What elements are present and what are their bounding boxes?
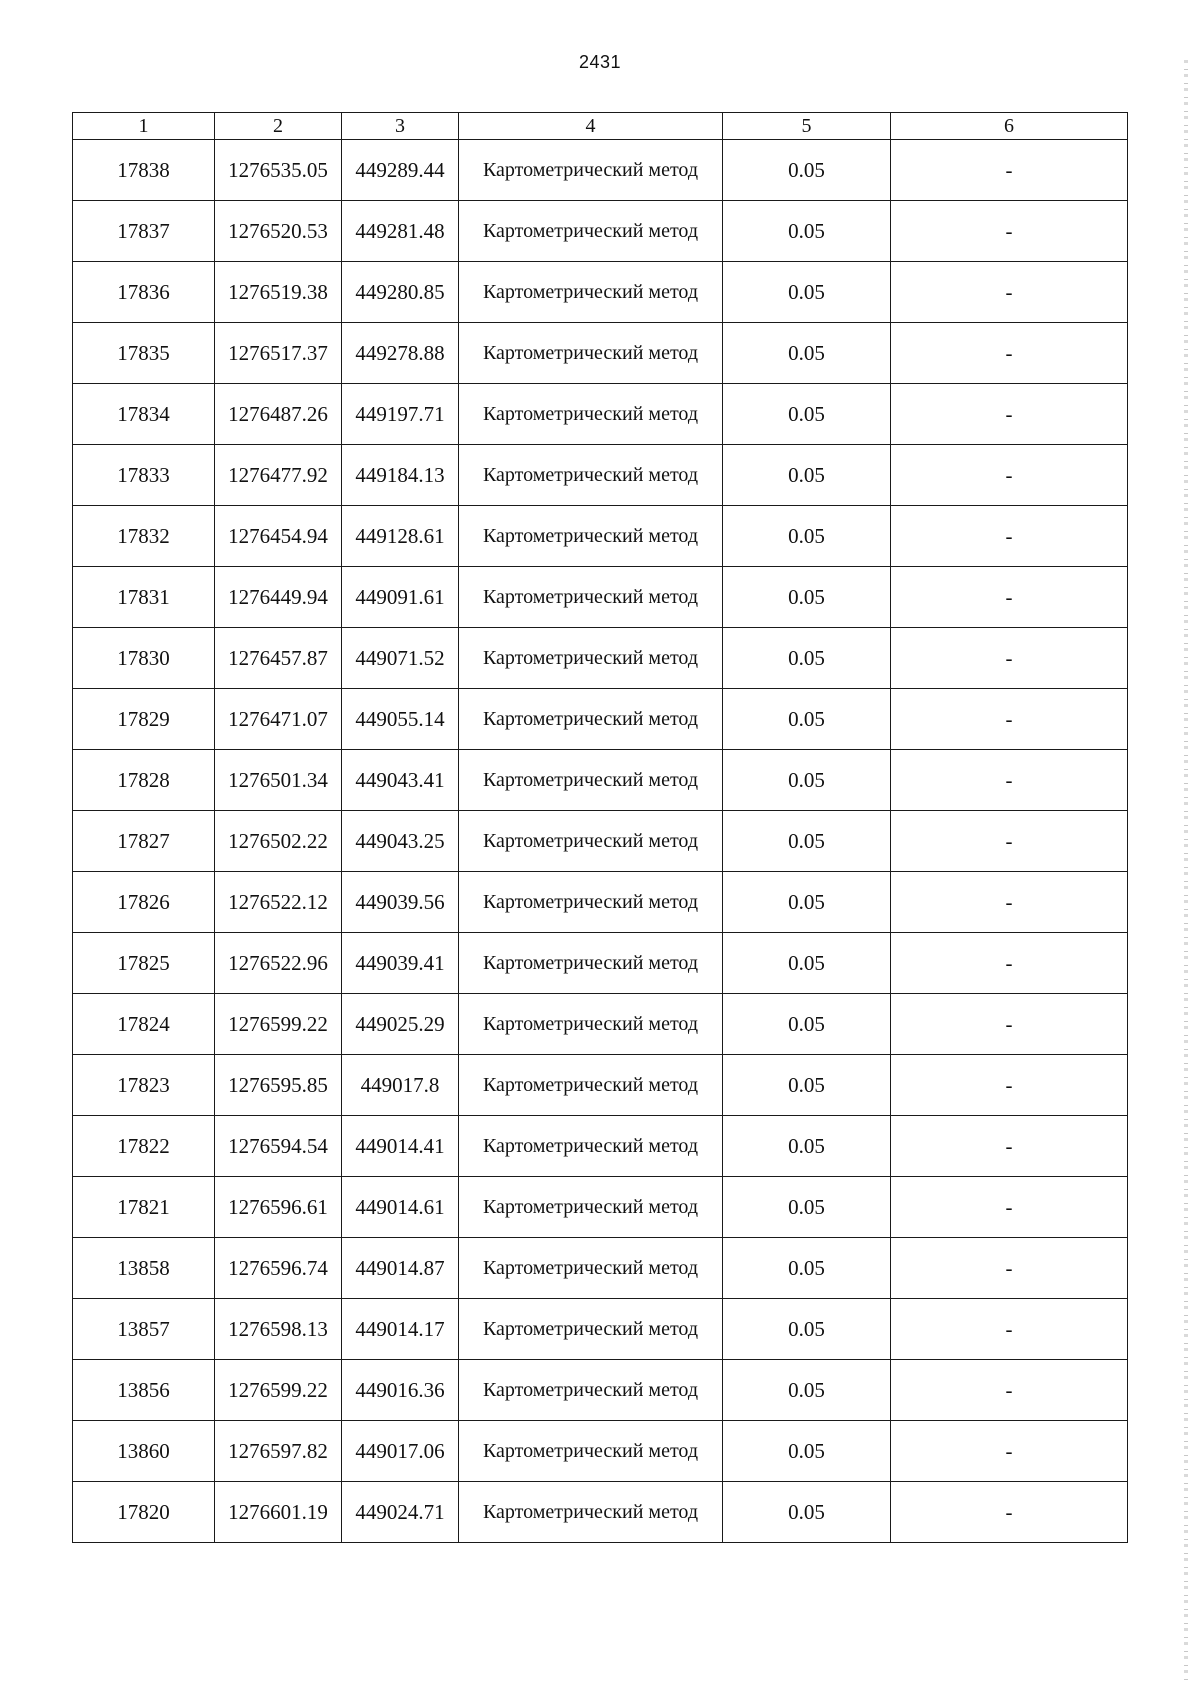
y-coordinate-cell: 449014.17 [342, 1299, 459, 1360]
point-number-cell: 17820 [73, 1482, 215, 1543]
x-coordinate-cell: 1276522.96 [215, 933, 342, 994]
y-coordinate-cell: 449043.41 [342, 750, 459, 811]
method-cell: Картометрический метод [459, 262, 723, 323]
description-cell: - [891, 1116, 1128, 1177]
column-header-2: 2 [215, 113, 342, 140]
method-cell: Картометрический метод [459, 689, 723, 750]
point-number-cell: 17830 [73, 628, 215, 689]
table-row [73, 262, 1128, 323]
accuracy-cell: 0.05 [723, 1055, 891, 1116]
accuracy-cell: 0.05 [723, 1421, 891, 1482]
accuracy-cell: 0.05 [723, 262, 891, 323]
point-number-cell: 17835 [73, 323, 215, 384]
point-number-cell: 13857 [73, 1299, 215, 1360]
table-row [73, 1116, 1128, 1177]
description-cell: - [891, 1238, 1128, 1299]
accuracy-cell: 0.05 [723, 1238, 891, 1299]
point-number-cell: 17838 [73, 140, 215, 201]
method-cell: Картометрический метод [459, 1482, 723, 1543]
method-cell: Картометрический метод [459, 323, 723, 384]
point-number-cell: 13856 [73, 1360, 215, 1421]
point-number-cell: 17821 [73, 1177, 215, 1238]
table-row [73, 689, 1128, 750]
accuracy-cell: 0.05 [723, 201, 891, 262]
accuracy-cell: 0.05 [723, 1177, 891, 1238]
x-coordinate-cell: 1276594.54 [215, 1116, 342, 1177]
method-cell: Картометрический метод [459, 201, 723, 262]
point-number-cell: 17827 [73, 811, 215, 872]
y-coordinate-cell: 449024.71 [342, 1482, 459, 1543]
description-cell: - [891, 628, 1128, 689]
y-coordinate-cell: 449091.61 [342, 567, 459, 628]
x-coordinate-cell: 1276457.87 [215, 628, 342, 689]
table-header [73, 113, 1128, 140]
accuracy-cell: 0.05 [723, 933, 891, 994]
table-row [73, 445, 1128, 506]
table-row [73, 933, 1128, 994]
table-row [73, 323, 1128, 384]
x-coordinate-cell: 1276522.12 [215, 872, 342, 933]
point-number-cell: 13860 [73, 1421, 215, 1482]
x-coordinate-cell: 1276477.92 [215, 445, 342, 506]
y-coordinate-cell: 449014.41 [342, 1116, 459, 1177]
x-coordinate-cell: 1276487.26 [215, 384, 342, 445]
table-row [73, 811, 1128, 872]
point-number-cell: 17823 [73, 1055, 215, 1116]
point-number-cell: 17832 [73, 506, 215, 567]
x-coordinate-cell: 1276596.74 [215, 1238, 342, 1299]
table-row [73, 750, 1128, 811]
y-coordinate-cell: 449025.29 [342, 994, 459, 1055]
x-coordinate-cell: 1276471.07 [215, 689, 342, 750]
x-coordinate-cell: 1276519.38 [215, 262, 342, 323]
description-cell: - [891, 201, 1128, 262]
accuracy-cell: 0.05 [723, 689, 891, 750]
method-cell: Картометрический метод [459, 933, 723, 994]
description-cell: - [891, 994, 1128, 1055]
table-row [73, 384, 1128, 445]
column-header-6: 6 [891, 113, 1128, 140]
description-cell: - [891, 323, 1128, 384]
method-cell: Картометрический метод [459, 1177, 723, 1238]
y-coordinate-cell: 449043.25 [342, 811, 459, 872]
scan-edge-artifact [1184, 60, 1188, 1680]
method-cell: Картометрический метод [459, 750, 723, 811]
y-coordinate-cell: 449071.52 [342, 628, 459, 689]
description-cell: - [891, 1421, 1128, 1482]
method-cell: Картометрический метод [459, 506, 723, 567]
column-header-5: 5 [723, 113, 891, 140]
table-row [73, 140, 1128, 201]
method-cell: Картометрический метод [459, 1360, 723, 1421]
description-cell: - [891, 1482, 1128, 1543]
x-coordinate-cell: 1276599.22 [215, 994, 342, 1055]
y-coordinate-cell: 449184.13 [342, 445, 459, 506]
page-number: 2431 [578, 52, 622, 72]
x-coordinate-cell: 1276517.37 [215, 323, 342, 384]
accuracy-cell: 0.05 [723, 872, 891, 933]
method-cell: Картометрический метод [459, 1238, 723, 1299]
point-number-cell: 17825 [73, 933, 215, 994]
description-cell: - [891, 1360, 1128, 1421]
y-coordinate-cell: 449278.88 [342, 323, 459, 384]
table-row [73, 201, 1128, 262]
point-number-cell: 17836 [73, 262, 215, 323]
point-number-cell: 17834 [73, 384, 215, 445]
accuracy-cell: 0.05 [723, 506, 891, 567]
accuracy-cell: 0.05 [723, 811, 891, 872]
method-cell: Картометрический метод [459, 1116, 723, 1177]
y-coordinate-cell: 449280.85 [342, 262, 459, 323]
accuracy-cell: 0.05 [723, 994, 891, 1055]
description-cell: - [891, 140, 1128, 201]
y-coordinate-cell: 449014.87 [342, 1238, 459, 1299]
accuracy-cell: 0.05 [723, 567, 891, 628]
description-cell: - [891, 567, 1128, 628]
accuracy-cell: 0.05 [723, 384, 891, 445]
description-cell: - [891, 506, 1128, 567]
description-cell: - [891, 689, 1128, 750]
method-cell: Картометрический метод [459, 567, 723, 628]
x-coordinate-cell: 1276596.61 [215, 1177, 342, 1238]
x-coordinate-cell: 1276535.05 [215, 140, 342, 201]
method-cell: Картометрический метод [459, 1299, 723, 1360]
accuracy-cell: 0.05 [723, 1299, 891, 1360]
table-row [73, 1421, 1128, 1482]
point-number-cell: 17837 [73, 201, 215, 262]
table-row [73, 628, 1128, 689]
x-coordinate-cell: 1276501.34 [215, 750, 342, 811]
y-coordinate-cell: 449014.61 [342, 1177, 459, 1238]
description-cell: - [891, 1055, 1128, 1116]
y-coordinate-cell: 449016.36 [342, 1360, 459, 1421]
x-coordinate-cell: 1276599.22 [215, 1360, 342, 1421]
accuracy-cell: 0.05 [723, 1116, 891, 1177]
y-coordinate-cell: 449128.61 [342, 506, 459, 567]
table-row [73, 1360, 1128, 1421]
description-cell: - [891, 262, 1128, 323]
method-cell: Картометрический метод [459, 872, 723, 933]
point-number-cell: 17833 [73, 445, 215, 506]
description-cell: - [891, 1177, 1128, 1238]
description-cell: - [891, 384, 1128, 445]
description-cell: - [891, 933, 1128, 994]
table-row [73, 1177, 1128, 1238]
x-coordinate-cell: 1276601.19 [215, 1482, 342, 1543]
y-coordinate-cell: 449039.56 [342, 872, 459, 933]
column-header-3: 3 [342, 113, 459, 140]
accuracy-cell: 0.05 [723, 1482, 891, 1543]
method-cell: Картометрический метод [459, 994, 723, 1055]
method-cell: Картометрический метод [459, 445, 723, 506]
x-coordinate-cell: 1276502.22 [215, 811, 342, 872]
table-row [73, 1482, 1128, 1543]
point-number-cell: 17824 [73, 994, 215, 1055]
x-coordinate-cell: 1276597.82 [215, 1421, 342, 1482]
accuracy-cell: 0.05 [723, 1360, 891, 1421]
coordinates-table [72, 112, 1128, 1543]
accuracy-cell: 0.05 [723, 140, 891, 201]
x-coordinate-cell: 1276520.53 [215, 201, 342, 262]
accuracy-cell: 0.05 [723, 750, 891, 811]
table-row [73, 1055, 1128, 1116]
table-row [73, 567, 1128, 628]
table-body [73, 140, 1128, 1543]
method-cell: Картометрический метод [459, 140, 723, 201]
description-cell: - [891, 445, 1128, 506]
table-row [73, 994, 1128, 1055]
accuracy-cell: 0.05 [723, 628, 891, 689]
point-number-cell: 17828 [73, 750, 215, 811]
x-coordinate-cell: 1276595.85 [215, 1055, 342, 1116]
accuracy-cell: 0.05 [723, 323, 891, 384]
point-number-cell: 17831 [73, 567, 215, 628]
point-number-cell: 17826 [73, 872, 215, 933]
y-coordinate-cell: 449281.48 [342, 201, 459, 262]
x-coordinate-cell: 1276449.94 [215, 567, 342, 628]
table-row [73, 1299, 1128, 1360]
description-cell: - [891, 811, 1128, 872]
y-coordinate-cell: 449055.14 [342, 689, 459, 750]
y-coordinate-cell: 449197.71 [342, 384, 459, 445]
x-coordinate-cell: 1276454.94 [215, 506, 342, 567]
accuracy-cell: 0.05 [723, 445, 891, 506]
x-coordinate-cell: 1276598.13 [215, 1299, 342, 1360]
description-cell: - [891, 750, 1128, 811]
header-row [73, 113, 1128, 140]
description-cell: - [891, 1299, 1128, 1360]
description-cell: - [891, 872, 1128, 933]
y-coordinate-cell: 449039.41 [342, 933, 459, 994]
column-header-1: 1 [73, 113, 215, 140]
method-cell: Картометрический метод [459, 811, 723, 872]
method-cell: Картометрический метод [459, 1055, 723, 1116]
table-row [73, 506, 1128, 567]
method-cell: Картометрический метод [459, 384, 723, 445]
y-coordinate-cell: 449017.8 [342, 1055, 459, 1116]
column-header-4: 4 [459, 113, 723, 140]
y-coordinate-cell: 449017.06 [342, 1421, 459, 1482]
point-number-cell: 13858 [73, 1238, 215, 1299]
method-cell: Картометрический метод [459, 1421, 723, 1482]
point-number-cell: 17822 [73, 1116, 215, 1177]
table-row [73, 1238, 1128, 1299]
point-number-cell: 17829 [73, 689, 215, 750]
table-row [73, 872, 1128, 933]
method-cell: Картометрический метод [459, 628, 723, 689]
y-coordinate-cell: 449289.44 [342, 140, 459, 201]
